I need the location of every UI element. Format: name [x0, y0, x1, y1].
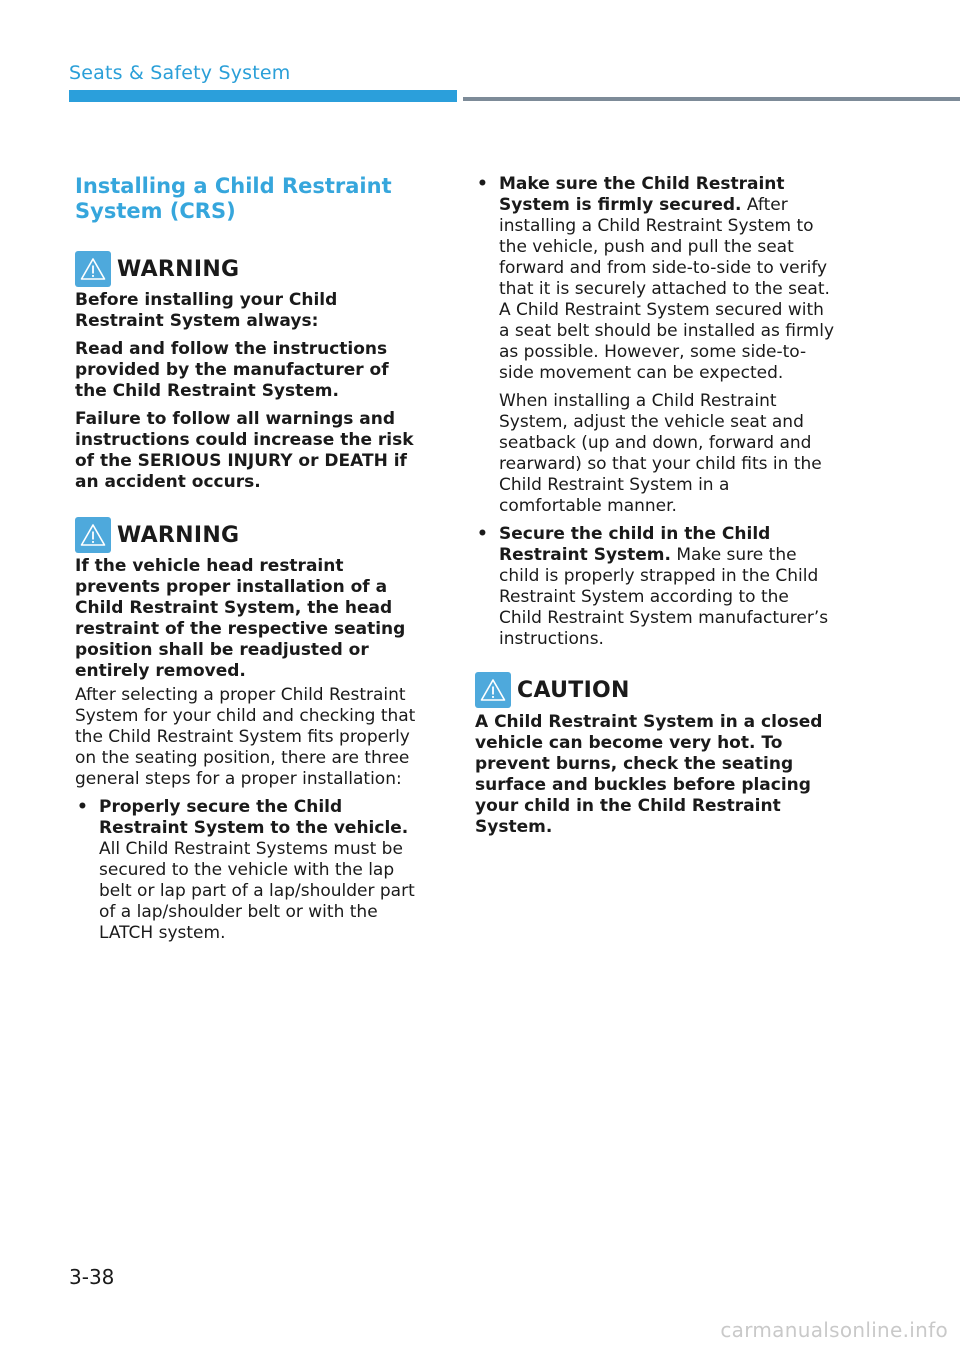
warning-triangle-icon — [75, 251, 111, 287]
warning-2-label: WARNING — [117, 522, 240, 548]
page-number: 3-38 — [69, 1265, 115, 1289]
warning-1-label: WARNING — [117, 256, 240, 282]
bullet-list-left — [75, 797, 425, 944]
bullet-lead: Make sure the Child Restraint System is firmly secured. — [499, 174, 785, 215]
intro-text: After selecting a proper Child Restraint System for your child and checking that the Child Restraint System fits properly on the seating position, there are three general steps for a proper installation: — [75, 685, 416, 789]
caution-body — [475, 712, 840, 845]
section-title: Installing a Child Restraint System (CRS) — [75, 174, 392, 223]
intro-paragraph — [75, 685, 425, 951]
header-title: Seats & Safety System — [69, 62, 291, 84]
warning-1-header — [75, 251, 239, 287]
list-item — [75, 797, 425, 944]
caution-label: CAUTION — [517, 677, 630, 703]
list-item — [475, 174, 837, 517]
bullet-lead: Properly secure the Child Restraint System to the vehicle. — [99, 797, 409, 838]
watermark: carmanualsonline.info — [720, 1318, 948, 1342]
right-column-text — [475, 174, 837, 657]
warning-1-paragraph: Read and follow the instructions provided by the manufacturer of the Child Restraint System. — [75, 339, 389, 401]
bullet-icon: • — [477, 524, 488, 544]
header-rule-accent — [69, 90, 457, 102]
list-item — [475, 524, 837, 650]
caution-header — [475, 672, 630, 708]
bullet-text: After installing a Child Restraint System to the vehicle, push and pull the seat forward and from side-to-side to verify that it is securely attached to the seat. A Child Restraint System secured with a seat belt should be installed as firmly as possible. However, some side-to-side movement can be expected. — [499, 195, 835, 383]
warning-triangle-icon — [475, 672, 511, 708]
bullet-list-right — [475, 174, 837, 650]
bullet-icon: • — [477, 174, 488, 194]
header-rule-gray — [463, 97, 960, 101]
caution-paragraph: A Child Restraint System in a closed vehicle can become very hot. To prevent burns, check the seating surface and buckles before placing your child in the Child Restraint System. — [475, 712, 823, 837]
bullet-text: All Child Restraint Systems must be secured to the vehicle with the lap belt or lap part of a lap/shoulder part of a lap/shoulder belt or with the LATCH system. — [99, 839, 415, 943]
warning-triangle-icon — [75, 517, 111, 553]
bullet-sub-paragraph: When installing a Child Restraint System, adjust the vehicle seat and seatback (up and down, forward and rearward) so that your child fits in the Child Restraint System in a comfortable manner. — [499, 391, 822, 516]
bullet-text: Make sure the child is properly strapped in the Child Restraint System according to the Child Restraint System manufacturer’s instructions. — [499, 545, 829, 649]
warning-2-paragraph: If the vehicle head restraint prevents proper installation of a Child Restraint System, the head restraint of the respective seating position shall be readjusted or entirely removed. — [75, 556, 406, 681]
bullet-icon: • — [77, 797, 88, 817]
warning-1-paragraph: Before installing your Child Restraint System always: — [75, 290, 338, 331]
bullet-lead: Secure the child in the Child Restraint System. — [499, 524, 771, 565]
warning-2-body — [75, 556, 423, 689]
warning-1-body — [75, 290, 420, 500]
warning-1-paragraph: Failure to follow all warnings and instructions could increase the risk of the SERIOUS INJURY or DEATH if an accident occurs. — [75, 409, 414, 492]
warning-2-header — [75, 517, 239, 553]
